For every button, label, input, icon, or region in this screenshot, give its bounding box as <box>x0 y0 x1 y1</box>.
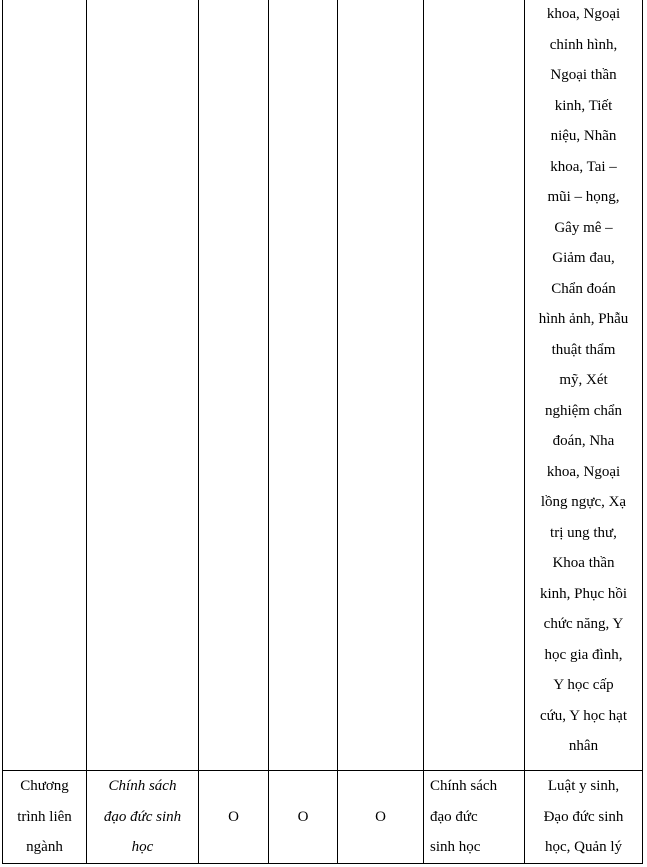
cell-line: nghiệm chẩn <box>544 402 623 419</box>
cell-line: đoán, Nha <box>552 433 615 449</box>
cell-line: cứu, Y học hạt <box>540 707 627 724</box>
cell-line: ngành <box>26 839 63 856</box>
course-cell <box>424 771 525 864</box>
cell-line: trình liên <box>17 808 72 825</box>
curriculum-table <box>2 0 643 864</box>
cell-line: Giảm đau, <box>552 250 615 266</box>
cell-line: Chương <box>20 778 69 795</box>
table-cell-empty <box>199 0 269 771</box>
cell-line: Đạo đức sinh <box>543 808 624 825</box>
cell-line: học, Quản lý <box>544 839 623 856</box>
cell-line: Khoa thần <box>552 555 615 571</box>
cell-line: khoa, Tai – <box>550 158 617 175</box>
table-row <box>3 0 643 771</box>
cell-line: nhân <box>568 738 599 754</box>
cell-line: lồng ngực, Xạ <box>540 494 627 510</box>
table-cell-empty <box>338 0 424 771</box>
cell-line: kinh, Phục hồi <box>539 585 628 602</box>
cell-line: Ngoại thần <box>550 67 617 83</box>
cell-line: hình ảnh, Phẫu <box>538 311 629 327</box>
cell-line: học gia đình, <box>544 646 623 663</box>
cell-line: thuật thẩm <box>551 341 616 358</box>
related-subjects-cell <box>525 771 643 864</box>
table-cell-empty <box>3 0 87 771</box>
cell-line: chức năng, Y <box>543 616 624 632</box>
cell-line: Chẩn đoán <box>551 280 616 297</box>
cell-line: khoa, Ngoại <box>546 463 621 480</box>
specialty-list-cell <box>525 0 643 771</box>
cell-line: mỹ, Xét <box>559 372 608 388</box>
table-cell-empty <box>424 0 525 771</box>
table-cell-empty <box>269 0 338 771</box>
cell-line: Chính sách <box>430 778 498 795</box>
table-row <box>3 771 643 864</box>
cell-line: Gây mê – <box>554 219 613 236</box>
cell-line: chỉnh hình, <box>549 36 618 53</box>
cell-line: niệu, Nhãn <box>550 128 617 144</box>
cell-line: trị ung thư, <box>550 524 617 541</box>
cell-line: kinh, Tiết <box>554 97 613 114</box>
cell-line: đạo đức <box>430 808 478 825</box>
cell-line: học <box>131 839 154 856</box>
cell-line: Y học cấp <box>553 677 614 693</box>
program-cell <box>3 771 87 864</box>
mark-cell: O <box>338 771 424 864</box>
cell-line: mũi – họng, <box>547 189 620 205</box>
table-cell-empty <box>87 0 199 771</box>
mark-cell: O <box>269 771 338 864</box>
cell-line: đạo đức sinh <box>103 808 182 825</box>
subject-cell <box>87 771 199 864</box>
mark-cell: O <box>199 771 269 864</box>
cell-line: khoa, Ngoại <box>546 6 621 22</box>
cell-line: Chính sách <box>108 778 177 795</box>
cell-line: sinh học <box>430 839 481 856</box>
cell-line: Luật y sinh, <box>547 778 620 795</box>
